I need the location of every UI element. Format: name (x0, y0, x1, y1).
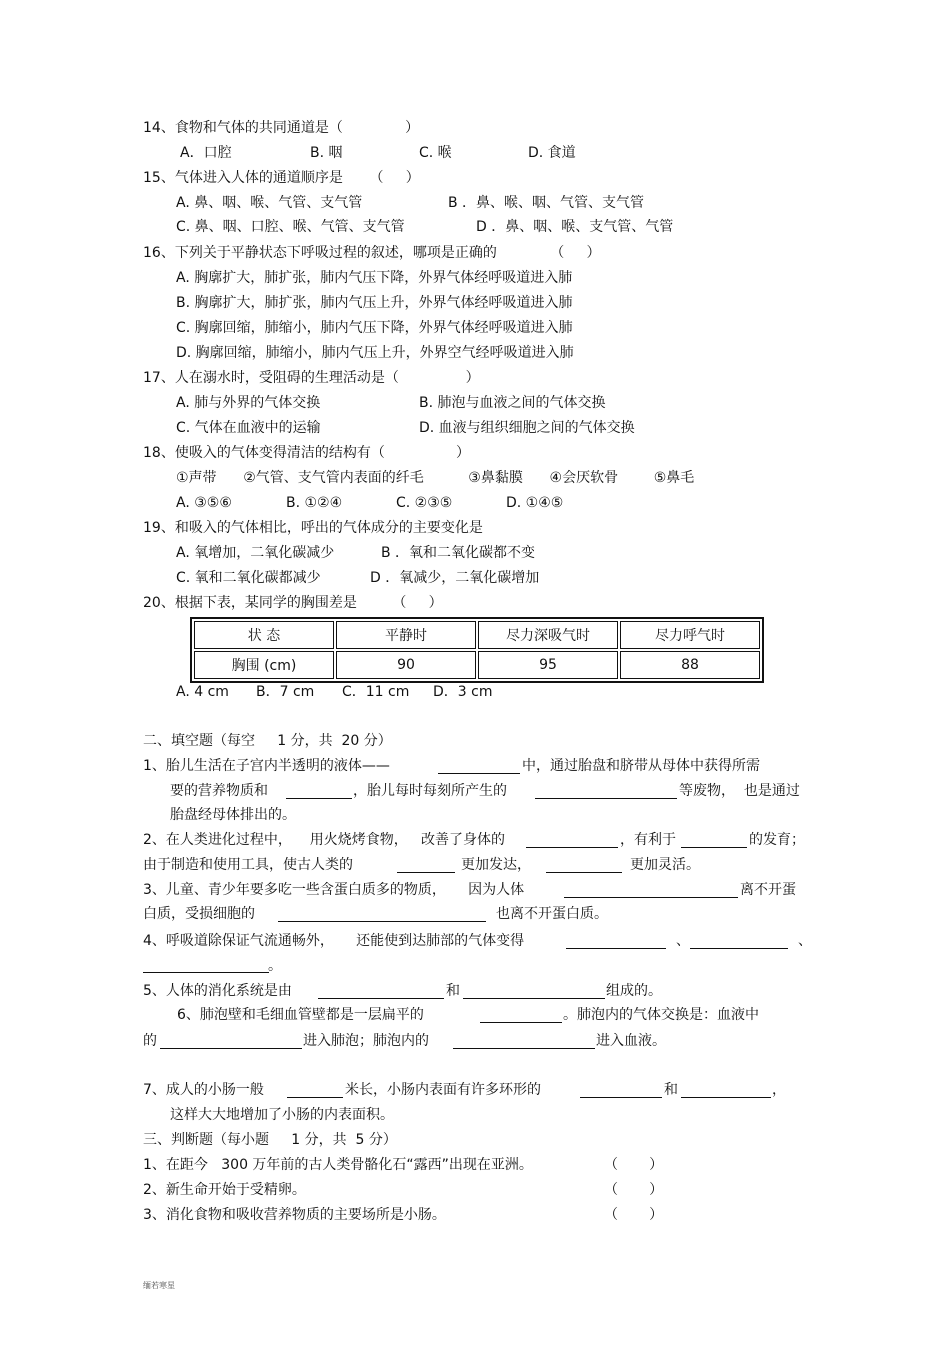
table-header-cell: 尽力呼气时 (620, 621, 760, 649)
fill-4-blank-2[interactable] (690, 948, 788, 949)
fill-2-blank-1[interactable] (526, 847, 618, 848)
fill-1-blank-3[interactable] (535, 798, 677, 799)
judge-1-answer[interactable]: （ ） (604, 1157, 664, 1173)
q18-option-b: B. ①②④ (286, 495, 343, 511)
q17-option-c: C. 气体在血液中的运输 (176, 420, 321, 436)
q20-option-b: B．7 cm (256, 684, 315, 700)
table-header-row (194, 621, 760, 649)
q16-option-b: B. 胸廓扩大，肺扩张，肺内气压上升，外界气体经呼吸道进入肺 (176, 295, 573, 311)
fill-3-blank-1[interactable] (564, 897, 738, 898)
q14-stem: 14、食物和气体的共同通道是（ ） (143, 120, 420, 136)
q20-stem: 20、根据下表，某同学的胸围差是 （ ） (143, 595, 443, 611)
fill-7-text-d: ， (772, 1082, 786, 1098)
judge-2-answer[interactable]: （ ） (604, 1182, 664, 1198)
fill-2-text-e: 更加发达， (461, 857, 531, 873)
fill-7-blank-2[interactable] (580, 1097, 662, 1098)
fill-5-text-c: 组成的。 (606, 983, 662, 999)
fill-6-text-c: 的 (143, 1033, 157, 1049)
fill-2-text-a: 2、在人类进化过程中， 用火烧烤食物， 改善了身体的 (143, 832, 506, 848)
fill-6-text-d: 进入肺泡；肺泡内的 (303, 1033, 429, 1049)
fill-7-text-e: 这样大大地增加了小肠的内表面积。 (170, 1107, 394, 1123)
fill-3-text-a: 3、儿童、青少年要多吃一些含蛋白质多的物质， 因为人体 (143, 882, 525, 898)
q18-option-a: A. ③⑤⑥ (176, 495, 232, 511)
fill-7-blank-1[interactable] (287, 1097, 343, 1098)
judge-2-text: 2、新生命开始于受精卵。 (143, 1182, 306, 1198)
fill-7-text-a: 7、成人的小肠一般 (143, 1082, 264, 1098)
q16-option-d: D. 胸廓回缩，肺缩小，肺内气压上升，外界空气经呼吸道进入肺 (176, 345, 574, 361)
q19-stem: 19、和吸入的气体相比，呼出的气体成分的主要变化是 (143, 520, 483, 536)
q15-option-b: B ．鼻、喉、咽、气管、支气管 (448, 195, 645, 211)
q14-option-b: B. 咽 (310, 145, 343, 161)
fill-1-blank-1[interactable] (438, 773, 520, 774)
fill-6-blank-1[interactable] (480, 1022, 562, 1023)
fill-5-text-a: 5、人体的消化系统是由 (143, 983, 292, 999)
q14-option-c: C. 喉 (419, 145, 452, 161)
fill-2-blank-2[interactable] (681, 847, 747, 848)
judge-3-text: 3、消化食物和吸收营养物质的主要场所是小肠。 (143, 1207, 446, 1223)
table-header-cell: 状 态 (194, 621, 334, 649)
fill-6-text-e: 进入血液。 (596, 1033, 666, 1049)
q14-option-a: A．口腔 (180, 145, 232, 161)
fill-6-text-a: 6、肺泡壁和毛细血管壁都是一层扁平的 (177, 1007, 424, 1023)
fill-4-text-c: 、 (798, 933, 812, 949)
q16-option-a: A. 胸廓扩大，肺扩张，肺内气压下降，外界气体经呼吸道进入肺 (176, 270, 573, 286)
q19-option-d: D ．氧减少，二氧化碳增加 (370, 570, 540, 586)
fill-4-text-b: 、 (676, 933, 690, 949)
q20-option-a: A. 4 cm (176, 684, 229, 700)
q16-option-c: C. 胸廓回缩，肺缩小，肺内气压下降，外界气体经呼吸道进入肺 (176, 320, 573, 336)
q18-stem: 18、使吸入的气体变得清洁的结构有（ ） (143, 445, 471, 461)
fill-6-text-b: 。肺泡内的气体交换是：血液中 (563, 1007, 759, 1023)
section-3-title: 三、判断题（每小题 1 分，共 5 分） (143, 1132, 397, 1148)
q17-option-b: B. 肺泡与血液之间的气体交换 (419, 395, 606, 411)
fill-3-text-b: 离不开蛋 (740, 882, 796, 898)
fill-4-text-a: 4、呼吸道除保证气流通畅外， 还能使到达肺部的气体变得 (143, 933, 525, 949)
fill-2-text-d: 由于制造和使用工具，使古人类的 (143, 857, 353, 873)
judge-3-answer[interactable]: （ ） (604, 1207, 664, 1223)
fill-3-blank-2[interactable] (278, 921, 486, 922)
q20-option-c: C．11 cm (342, 684, 410, 700)
q20-option-d: D．3 cm (433, 684, 493, 700)
q17-stem: 17、人在溺水时，受阻碍的生理活动是（ ） (143, 370, 480, 386)
fill-5-text-b: 和 (446, 983, 460, 999)
fill-3-text-d: 也离不开蛋白质。 (496, 906, 608, 922)
fill-1-text-e: 等废物， 也是通过 (679, 783, 800, 799)
q17-option-d: D. 血液与组织细胞之间的气体交换 (419, 420, 635, 436)
fill-2-text-f: 更加灵活。 (630, 857, 700, 873)
q18-option-d: D. ①④⑤ (506, 495, 564, 511)
fill-2-text-c: 的发育； (749, 832, 805, 848)
fill-6-blank-3[interactable] (453, 1048, 595, 1049)
q19-option-a: A. 氧增加，二氧化碳减少 (176, 545, 335, 561)
fill-2-blank-4[interactable] (546, 872, 622, 873)
q17-option-a: A. 肺与外界的气体交换 (176, 395, 321, 411)
fill-7-text-b: 米长，小肠内表面有许多环形的 (345, 1082, 541, 1098)
table-header-cell: 平静时 (336, 621, 476, 649)
table-cell: 90 (336, 651, 476, 679)
fill-4-blank-1[interactable] (566, 948, 666, 949)
fill-7-text-c: 和 (664, 1082, 678, 1098)
table-cell: 胸围 (cm) (194, 651, 334, 679)
q16-stem: 16、下列关于平静状态下呼吸过程的叙述，哪项是正确的 （ ） (143, 245, 601, 261)
fill-1-blank-2[interactable] (286, 798, 352, 799)
table-cell: 95 (478, 651, 618, 679)
fill-1-text-a: 1、胎儿生活在子宫内半透明的液体—— (143, 758, 390, 774)
fill-2-blank-3[interactable] (397, 872, 455, 873)
fill-1-text-d: ，胎儿每时每刻所产生的 (353, 783, 507, 799)
q18-option-c: C. ②③⑤ (396, 495, 453, 511)
fill-3-text-c: 白质，受损细胞的 (143, 906, 255, 922)
fill-4-blank-3[interactable] (143, 972, 269, 973)
section-2-title: 二、填空题（每空 1 分，共 20 分） (143, 733, 392, 749)
fill-1-text-f: 胎盘经母体排出的。 (170, 807, 296, 823)
fill-4-text-d: 。 (268, 958, 282, 974)
fill-6-blank-2[interactable] (160, 1048, 302, 1049)
fill-1-text-b: 中，通过胎盘和脐带从母体中获得所需 (522, 758, 760, 774)
chest-girth-table (190, 617, 764, 683)
q19-option-b: B ．氧和二氧化碳都不变 (381, 545, 536, 561)
judge-1-text: 1、在距今 300 万年前的古人类骨骼化石“露西”出现在亚洲。 (143, 1157, 533, 1173)
q15-option-a: A. 鼻、咽、喉、气管、支气管 (176, 195, 363, 211)
fill-7-blank-3[interactable] (681, 1097, 771, 1098)
fill-5-blank-1[interactable] (318, 998, 444, 999)
q15-option-c: C. 鼻、咽、口腔、喉、气管、支气管 (176, 219, 405, 235)
fill-1-text-c: 要的营养物质和 (170, 783, 268, 799)
fill-5-blank-2[interactable] (463, 998, 605, 999)
q15-option-d: D ．鼻、咽、喉、支气管、气管 (476, 219, 674, 235)
q18-items: ①声带 ②气管、支气管内表面的纤毛 ③鼻黏膜 ④会厌软骨 ⑤鼻毛 (176, 470, 695, 486)
q15-stem: 15、气体进入人体的通道顺序是 （ ） (143, 170, 420, 186)
fill-2-text-b: ，有利于 (620, 832, 676, 848)
table-cell: 88 (620, 651, 760, 679)
table-header-cell: 尽力深吸气时 (478, 621, 618, 649)
footer-text: 缅若寒星 (143, 1281, 175, 1290)
table-row (194, 651, 760, 679)
q19-option-c: C. 氧和二氧化碳都减少 (176, 570, 321, 586)
q14-option-d: D. 食道 (528, 145, 576, 161)
